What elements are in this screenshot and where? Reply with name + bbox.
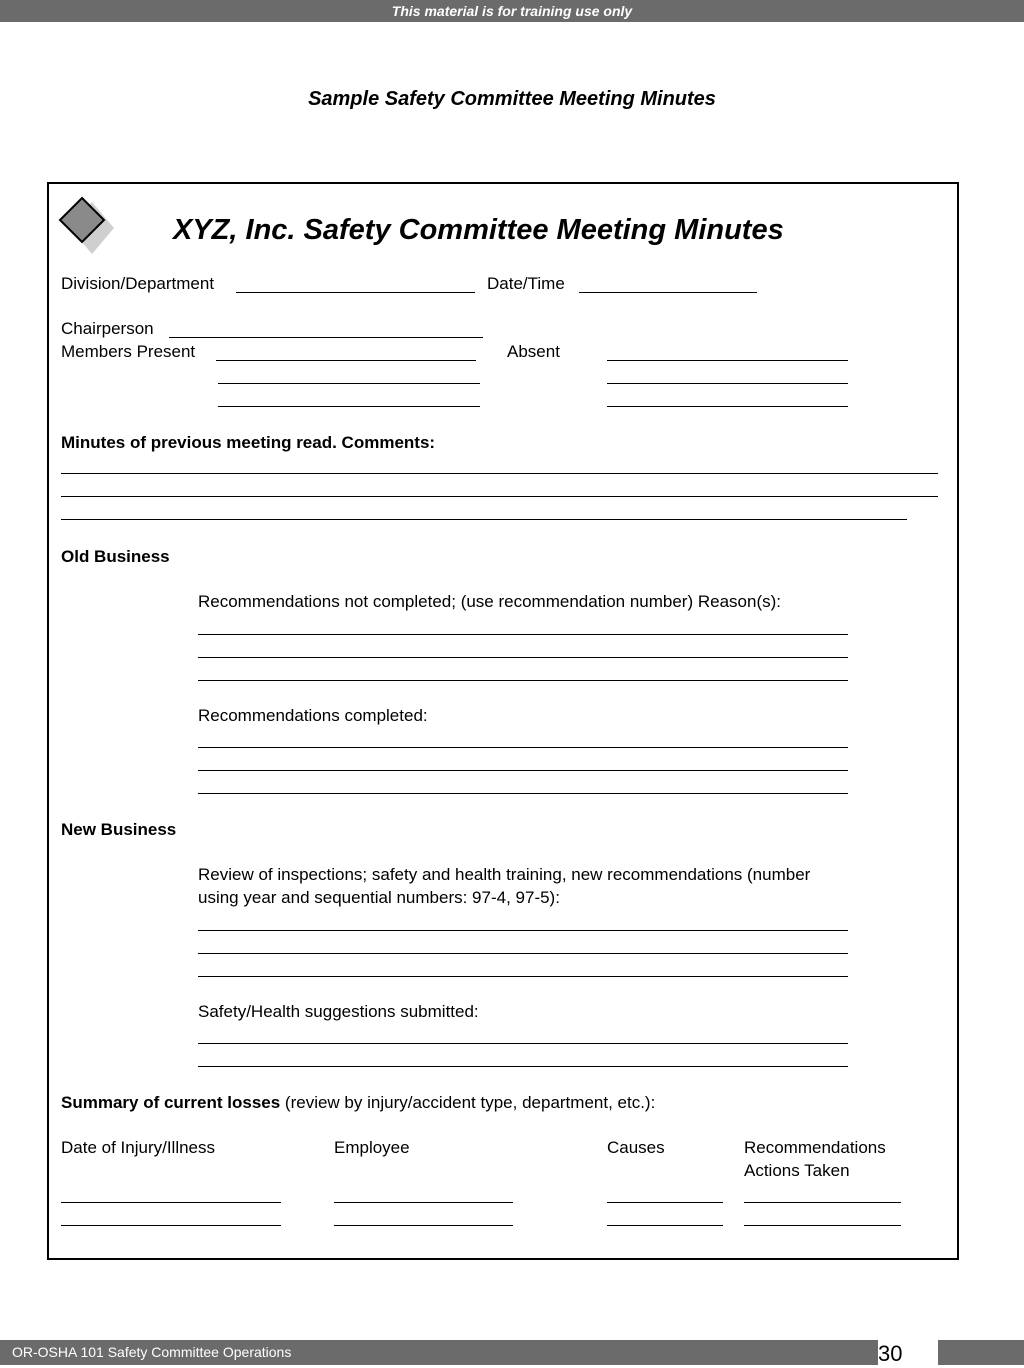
not-completed-field-1[interactable] bbox=[198, 634, 848, 635]
suggestions-field-2[interactable] bbox=[198, 1066, 848, 1067]
causes-field-2[interactable] bbox=[607, 1225, 723, 1226]
page-number-text: 30 bbox=[878, 1341, 903, 1366]
col-employee: Employee bbox=[334, 1138, 410, 1157]
recommendations-field-2[interactable] bbox=[744, 1225, 901, 1226]
employee-field-2[interactable] bbox=[334, 1225, 513, 1226]
causes-field-1[interactable] bbox=[607, 1202, 723, 1203]
minutes-label: Minutes of previous meeting read. Comments: bbox=[61, 433, 436, 452]
datetime-label: Date/Time bbox=[487, 274, 565, 293]
footer-bar bbox=[0, 1340, 1024, 1365]
suggestions-label: Safety/Health suggestions submitted: bbox=[198, 1002, 479, 1021]
review-field-1[interactable] bbox=[198, 930, 848, 931]
col-actions-taken: Actions Taken bbox=[744, 1161, 850, 1180]
division-label: Division/Department bbox=[61, 274, 215, 293]
chairperson-label: Chairperson bbox=[61, 319, 154, 338]
chairperson-field[interactable] bbox=[169, 337, 483, 338]
members-present-field-1[interactable] bbox=[216, 360, 476, 361]
review-field-2[interactable] bbox=[198, 953, 848, 954]
page-number bbox=[878, 1340, 938, 1365]
employee-field-1[interactable] bbox=[334, 1202, 513, 1203]
page-title: Sample Safety Committee Meeting Minutes bbox=[308, 88, 716, 110]
col-recommendations: Recommendations bbox=[744, 1138, 886, 1157]
absent-field-1[interactable] bbox=[607, 360, 848, 361]
diamond-logo-icon bbox=[58, 196, 118, 256]
form-title: XYZ, Inc. Safety Committee Meeting Minutes bbox=[173, 214, 784, 246]
members-present-field-3[interactable] bbox=[218, 406, 480, 407]
datetime-field[interactable] bbox=[579, 292, 757, 293]
members-present-field-2[interactable] bbox=[218, 383, 480, 384]
completed-field-1[interactable] bbox=[198, 747, 848, 748]
review-field-3[interactable] bbox=[198, 976, 848, 977]
not-completed-field-3[interactable] bbox=[198, 680, 848, 681]
not-completed-field-2[interactable] bbox=[198, 657, 848, 658]
completed-field-3[interactable] bbox=[198, 793, 848, 794]
absent-label: Absent bbox=[507, 342, 560, 361]
summary-label-rest: (review by injury/accident type, department, etc.): bbox=[280, 1093, 656, 1112]
col-date-of-injury: Date of Injury/Illness bbox=[61, 1138, 216, 1157]
old-business-heading: Old Business bbox=[61, 547, 170, 566]
absent-field-3[interactable] bbox=[607, 406, 848, 407]
completed-field-2[interactable] bbox=[198, 770, 848, 771]
new-business-heading: New Business bbox=[61, 820, 177, 839]
recommendations-field-1[interactable] bbox=[744, 1202, 901, 1203]
col-causes: Causes bbox=[607, 1138, 665, 1157]
members-present-label: Members Present bbox=[61, 342, 196, 361]
division-field[interactable] bbox=[236, 292, 475, 293]
summary-label-bold: Summary of current losses bbox=[61, 1093, 281, 1112]
review-label-line1: Review of inspections; safety and health training, new recommendations (number bbox=[198, 865, 811, 884]
completed-label: Recommendations completed: bbox=[198, 706, 428, 725]
not-completed-label: Recommendations not completed; (use recommendation number) Reason(s): bbox=[198, 592, 781, 611]
training-banner: This material is for training use only bbox=[0, 0, 1024, 22]
comments-field-3[interactable] bbox=[61, 519, 907, 520]
comments-field-1[interactable] bbox=[61, 473, 938, 474]
injury-date-field-1[interactable] bbox=[61, 1202, 281, 1203]
injury-date-field-2[interactable] bbox=[61, 1225, 281, 1226]
review-label-line2: using year and sequential numbers: 97-4, 97-5): bbox=[198, 888, 560, 907]
comments-field-2[interactable] bbox=[61, 496, 938, 497]
absent-field-2[interactable] bbox=[607, 383, 848, 384]
footer-course-title: OR-OSHA 101 Safety Committee Operations bbox=[12, 1344, 292, 1360]
suggestions-field-1[interactable] bbox=[198, 1043, 848, 1044]
summary-label bbox=[61, 1093, 655, 1113]
